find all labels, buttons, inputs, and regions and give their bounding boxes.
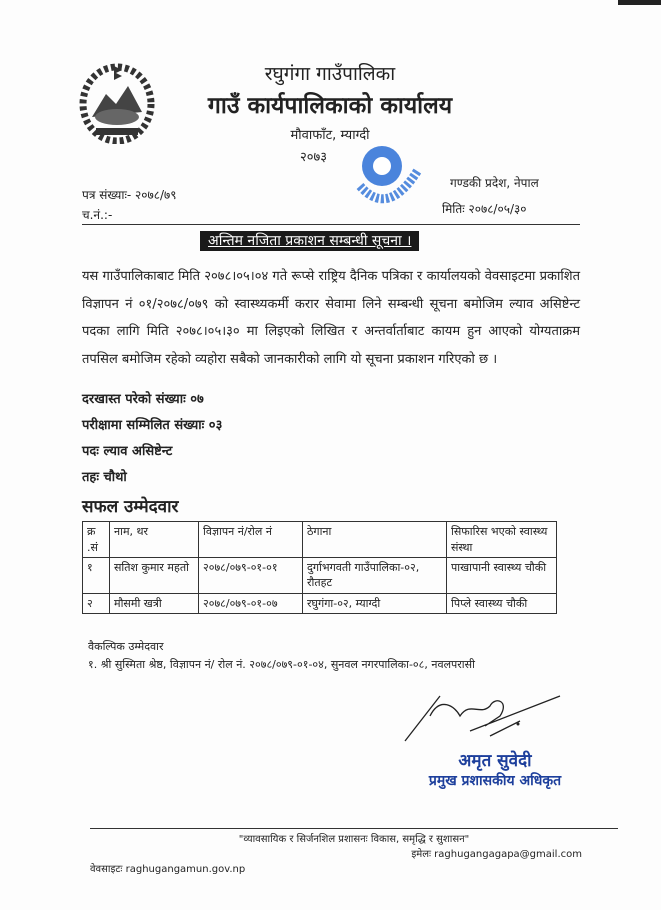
letter-date: मितिः २०७८/०५/३० <box>442 202 527 216</box>
footer-website: वेवसाइटः raghugangamun.gov.np <box>90 864 246 876</box>
footer <box>90 828 618 877</box>
alternate-heading: वैकल्पिक उम्मेदवार <box>88 640 164 654</box>
signatory-name: अमृत सुवेदी <box>458 751 532 772</box>
col-institution: सिफारिस भएको स्वास्थ्य संस्था <box>447 522 557 558</box>
level: तहः चौथो <box>82 470 127 486</box>
table-row <box>83 593 557 613</box>
col-roll: विज्ञापन नं/रोल नं <box>199 522 303 558</box>
office-address: मौवाफाँट, म्याग्दी <box>290 128 370 143</box>
signature <box>400 686 570 746</box>
municipality-name: रघुगंगा गाउँपालिका <box>264 63 396 85</box>
col-address: ठेगाना <box>303 522 447 558</box>
notice-title-wrap <box>82 230 580 251</box>
col-name: नाम, थर <box>110 522 199 558</box>
alternate-candidates <box>82 638 580 674</box>
cell: पाखापानी स्वास्थ्य चौकी <box>447 557 557 593</box>
details-list <box>82 387 580 491</box>
footer-email: इमेलः raghugangagapa@gmail.com <box>411 849 582 861</box>
established-year: २०७३ <box>300 150 328 165</box>
letter-number: पत्र संख्याः- २०७८/७९ <box>82 188 177 202</box>
cell: २०७८/०७९-०१-०७ <box>199 593 303 613</box>
signature-block <box>400 686 590 790</box>
document-body <box>82 0 580 907</box>
cell: २ <box>83 593 110 613</box>
office-name: गाउँ कार्यपालिकाको कार्यालय <box>207 93 453 119</box>
table-row <box>83 557 557 593</box>
successful-candidates-heading: सफल उम्मेदवार <box>82 497 179 518</box>
cell: मौसमी खत्री <box>110 593 199 613</box>
cell: २०७८/०७९-०१-०१ <box>199 557 303 593</box>
notice-body: यस गाउँपालिकाबाट मिति २०७८।०५।०४ गते रूप्से राष्ट्रिय दैनिक पत्रिका र कार्यालयको वेवसाइटमा प्रकाशित विज्ञापन नं ०१/२०७८/०७९ को स्वास्थ्यकर्मी करार सेवामा लिने सम्बन्धी सूचना बमोजिम ल्याव असिष्टेन्ट पदका लागि मिति २०७८।०५।३० मा लिइएको लिखित र अन्तर्वार्ताबाट कायम हुन आएको योग्यताक्रम तपसिल बमोजिम रहेको व्यहोरा सबैको जानकारीको लागि यो सूचना प्रकाशन गरिएको छ । <box>82 269 580 367</box>
table-header-row <box>83 522 557 558</box>
col-serial: क्र .सं <box>83 522 110 558</box>
notice-title: अन्तिम नजिता प्रकाशन सम्बन्धी सूचना । <box>200 231 419 251</box>
dispatch-number: च.नं.:- <box>82 208 113 222</box>
applications-count: दरखास्त परेको संख्याः ०७ <box>82 392 204 408</box>
cell: पिप्ले स्वास्थ्य चौकी <box>447 593 557 613</box>
province: गण्डकी प्रदेश, नेपाल <box>450 176 539 190</box>
footer-motto: "व्यावसायिक र सिर्जनशिल प्रशासनः विकास, समृद्धि र सुशासन" <box>238 834 470 846</box>
exam-participants-count: परीक्षामा सम्मिलित संख्याः ०३ <box>82 418 223 434</box>
post: पदः ल्याव असिष्टेन्ट <box>82 444 173 460</box>
cell: दुर्गाभगवती गाउँपालिका-०२, रौतहट <box>303 557 447 593</box>
cell: रघुगंगा-०२, म्याग्दी <box>303 593 447 613</box>
alternate-candidate: १. श्री सुस्मिता श्रेष्ठ, विज्ञापन नं/ रोल नं. २०७८/०७९-०१-०४, सुनवल नगरपालिका-०८, नवलपरासी <box>88 658 475 672</box>
successful-candidates-table <box>82 521 557 614</box>
cell: १ <box>83 557 110 593</box>
footer-divider <box>90 828 618 829</box>
signatory-title: प्रमुख प्रशासकीय अधिकृत <box>428 773 562 790</box>
scan-edge <box>618 0 661 5</box>
cell: सतिश कुमार महतो <box>110 557 199 593</box>
